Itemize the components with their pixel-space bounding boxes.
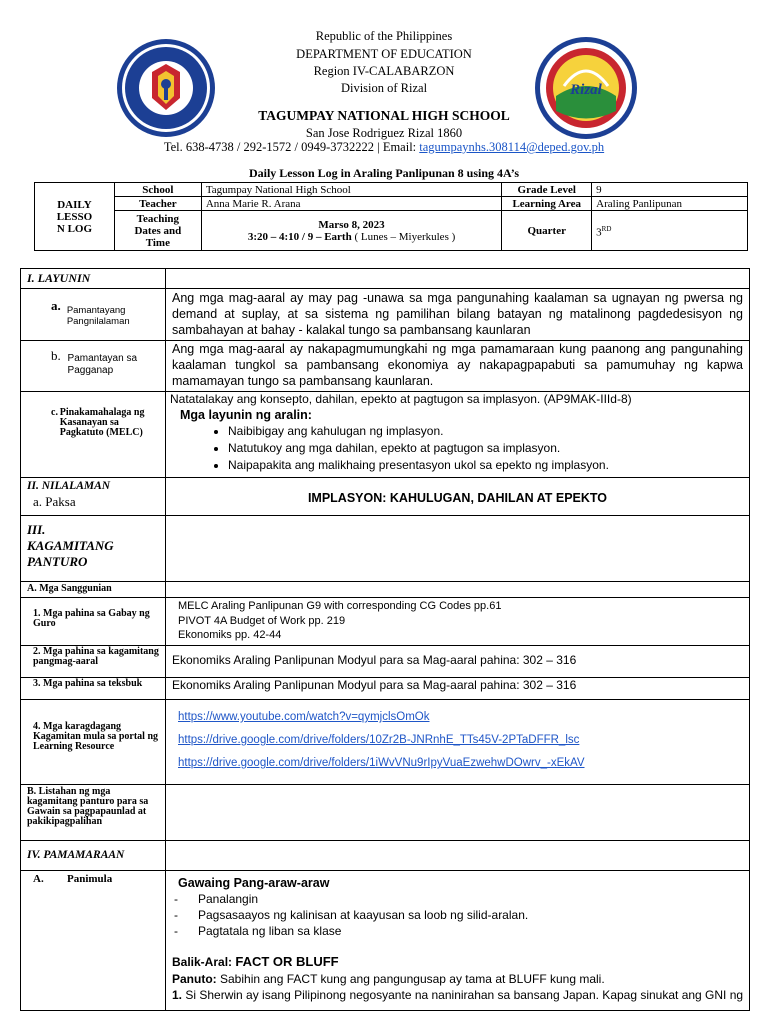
panuto-line xyxy=(172,971,743,987)
kagamitang-pangmag-aaral-text: Ekonomiks Araling Panlipunan Modyul para sa Mag-aaral pahina: 302 – 316 xyxy=(166,646,750,678)
kagamitang-pangmag-aaral-label: 2. Mga pahina sa kagamitang pangmag-aaral xyxy=(21,646,166,678)
panimula-text: Panimula xyxy=(67,873,113,885)
teaching-time xyxy=(206,231,497,243)
header-region: Region IV-CALABARZON xyxy=(313,64,455,78)
quarter-value xyxy=(592,211,748,251)
pamantayang-pangnilalaman-label xyxy=(21,289,166,341)
question-text: Si Sherwin ay isang Pilipinong negosyante na naninirahan sa bansang Japan. Kapag sinukat ang GNI ng xyxy=(182,988,743,1002)
panuto-text: Sabihin ang FACT kung ang pangungusap ay tama at BLUFF kung mali. xyxy=(216,972,605,986)
gabay-line: PIVOT 4A Budget of Work pp. 219 xyxy=(178,615,346,627)
drive-folder-link[interactable]: https://drive.google.com/drive/folders/1iWvVNu9rIpyVuaEzwehwDOwrv_-xEkAV xyxy=(178,757,585,769)
kagamitan-heading xyxy=(21,516,166,582)
gabay-guro-label: 1. Mga pahina sa Gabay ng Guro xyxy=(21,598,166,646)
kagamitan-line2: KAGAMITANG xyxy=(27,538,114,553)
pamantayan-sa-pagganap-text: Ang mga mag-aaral ay nakapagmumungkahi ng mga pamamaraan kung paanong ang pangunahing kaalaman tungkol sa pambansang ekonomiya ay nakapagpapabuti sa pamumuhay ng kapwa mamamayan tungo sa pambansang kaunlaran. xyxy=(166,341,750,392)
balik-aral-title: FACT OR BLUFF xyxy=(235,954,339,969)
contact-text: Tel. 638-4738 / 292-1572 / 0949-3732222 | Email: xyxy=(163,140,420,154)
kagamitan-line3: PANTURO xyxy=(27,554,88,569)
header-department: DEPARTMENT OF EDUCATION xyxy=(296,47,472,61)
kagamitan-line1: III. xyxy=(27,522,46,537)
gabay-guro-content xyxy=(166,598,750,646)
learning-area-label: Learning Area xyxy=(502,197,592,211)
teksbuk-label: 3. Mga pahina sa teksbuk xyxy=(21,678,166,700)
teacher-value: Anna Marie R. Arana xyxy=(201,197,501,211)
pamantayang-pangnilalaman-text: Ang mga mag-aaral ay may pag -unawa sa mga pangunahing kaalaman sa ugnayan ng pwersa ng demand at suplay, at sa sistema ng pamilihan bilang batayan ng matalinong pagdedesisyon ng sambahayan at bahay - kalakal tungo sa pambansang kaunlaran xyxy=(166,289,750,341)
learning-area-value: Araling Panlipunan xyxy=(592,197,748,211)
grade-level-value: 9 xyxy=(592,183,748,197)
a-marker: a. xyxy=(51,298,61,313)
b-marker: b. xyxy=(51,348,61,363)
daily-line3: N LOG xyxy=(56,222,93,235)
time-value: 3:20 – 4:10 / 9 – Earth xyxy=(247,230,352,243)
objectives-list xyxy=(170,423,745,474)
panimula-content xyxy=(166,871,750,1011)
learning-resource-label: 4. Mga karagdagang Kagamitan mula sa portal ng Learning Resource xyxy=(21,700,166,785)
teksbuk-text: Ekonomiks Araling Panlipunan Modyul para sa Mag-aaral pahina: 302 – 316 xyxy=(166,678,750,700)
b-label: Pamantayan sa Pagganap xyxy=(67,353,138,376)
c-label: Pinakamahalaga ng Kasanayan sa Pagkatuto (MELC) xyxy=(59,407,145,438)
quarter-suffix: RD xyxy=(601,224,612,233)
teaching-dates-label xyxy=(114,211,201,251)
routine-text: Panalangin xyxy=(198,892,259,906)
pamamaraan-blank xyxy=(166,841,750,871)
layunin-heading-blank xyxy=(166,269,750,289)
header-division: Division of Rizal xyxy=(340,81,428,95)
school-name: TAGUMPAY NATIONAL HIGH SCHOOL xyxy=(258,108,510,123)
time-days: ( Lunes – Miyerkules ) xyxy=(351,230,456,243)
layunin-aralin-heading: Mga layunin ng aralin: xyxy=(180,408,312,422)
pamamaraan-heading: IV. PAMAMARAAN xyxy=(21,841,166,871)
routine-text: Pagtatala ng liban sa klase xyxy=(198,924,342,938)
objective-item: • Natutukoy ang mga dahilan, epekto at pagtugon sa implasyon. xyxy=(228,440,745,457)
school-value: Tagumpay National High School xyxy=(201,183,501,197)
quarter-number: 3 xyxy=(596,226,602,239)
melc-text: Natatalakay ang konsepto, dahilan, epekto at pagtugon sa implasyon. (AP9MAK-IIId-8) xyxy=(170,392,632,406)
lesson-plan-table xyxy=(20,268,750,1011)
melc-content xyxy=(166,392,750,478)
question-1 xyxy=(172,987,743,1003)
daily-line2: LESSO xyxy=(56,210,93,223)
school-label: School xyxy=(114,183,201,197)
routine-item: - Panalangin xyxy=(174,892,259,906)
nilalaman-label xyxy=(21,478,166,516)
gabay-line: Ekonomiks pp. 42-44 xyxy=(178,629,282,641)
a-label: Pamantayang Pangnilalaman xyxy=(66,305,130,327)
balik-aral-heading xyxy=(172,953,743,971)
teaching-date-time xyxy=(201,211,501,251)
paksa-label: a. Paksa xyxy=(33,494,76,509)
listahan-kagamitan-label: B. Listahan ng mga kagamitang panturo para sa Gawain sa pagpapaunlad at pakikipagpalihan xyxy=(21,785,166,841)
gawain-title: Gawaing Pang-araw-araw xyxy=(178,876,330,890)
lesson-info-table xyxy=(34,182,748,251)
youtube-link[interactable]: https://www.youtube.com/watch?v=qymjclsOmOk xyxy=(178,711,430,723)
nilalaman-heading: II. NILALAMAN xyxy=(27,480,111,492)
dates-label-line2: Dates and xyxy=(134,224,182,237)
objective-item: • Naipapakita ang malikhaing presentasyon ukol sa epekto ng implasyon. xyxy=(228,457,745,474)
teaching-date: Marso 8, 2023 xyxy=(318,218,385,231)
teacher-label: Teacher xyxy=(114,197,201,211)
dates-label-line3: Time xyxy=(145,236,170,249)
c-marker: c. xyxy=(51,407,58,418)
sanggunian-label: A. Mga Sanggunian xyxy=(21,582,166,598)
grade-level-label: Grade Level xyxy=(502,183,592,197)
gabay-line: MELC Araling Panlipunan G9 with corresponding CG Codes pp.61 xyxy=(178,600,502,612)
quarter-label: Quarter xyxy=(502,211,592,251)
pamantayan-sa-pagganap-label xyxy=(21,341,166,392)
listahan-kagamitan-blank xyxy=(166,785,750,841)
melc-label xyxy=(21,392,166,478)
routine-item: - Pagsasaayos ng kalinisan at kaayusan sa loob ng silid-aralan. xyxy=(174,908,529,922)
panimula-label xyxy=(21,871,166,1011)
resource-links xyxy=(166,700,750,785)
layunin-heading: I. LAYUNIN xyxy=(21,269,166,289)
drive-folder-link[interactable]: https://drive.google.com/drive/folders/10Zr2B-JNRnhE_TTs45V-2PTaDFFR_lsc xyxy=(178,734,580,746)
objective-item: • Naibibigay ang kahulugan ng implasyon. xyxy=(228,423,745,440)
panuto-label: Panuto: xyxy=(172,972,217,986)
rizal-seal-text: Rizal xyxy=(570,82,602,98)
school-contact xyxy=(0,140,768,154)
routine-text: Pagsasaayos ng kalinisan at kaayusan sa loob ng silid-aralan. xyxy=(198,908,529,922)
school-address: San Jose Rodriguez Rizal 1860 xyxy=(305,126,463,140)
daily-lesson-log-label xyxy=(35,183,115,251)
sanggunian-blank xyxy=(166,582,750,598)
header-republic: Republic of the Philippines xyxy=(315,29,453,43)
kagamitan-blank xyxy=(166,516,750,582)
routine-item: - Pagtatala ng liban sa klase xyxy=(174,924,342,938)
log-title: Daily Lesson Log in Araling Panlipunan 8 using 4A’s xyxy=(248,166,520,180)
panimula-marker: A. xyxy=(33,873,44,885)
balik-aral-label: Balik-Aral: xyxy=(172,955,236,969)
topic-title: IMPLASYON: KAHULUGAN, DAHILAN AT EPEKTO xyxy=(166,478,750,516)
school-email-link[interactable]: tagumpaynhs.308114@deped.gov.ph xyxy=(419,140,605,154)
daily-line1: DAILY xyxy=(57,198,92,211)
question-number: 1. xyxy=(172,988,183,1002)
dates-label-line1: Teaching xyxy=(136,212,180,225)
